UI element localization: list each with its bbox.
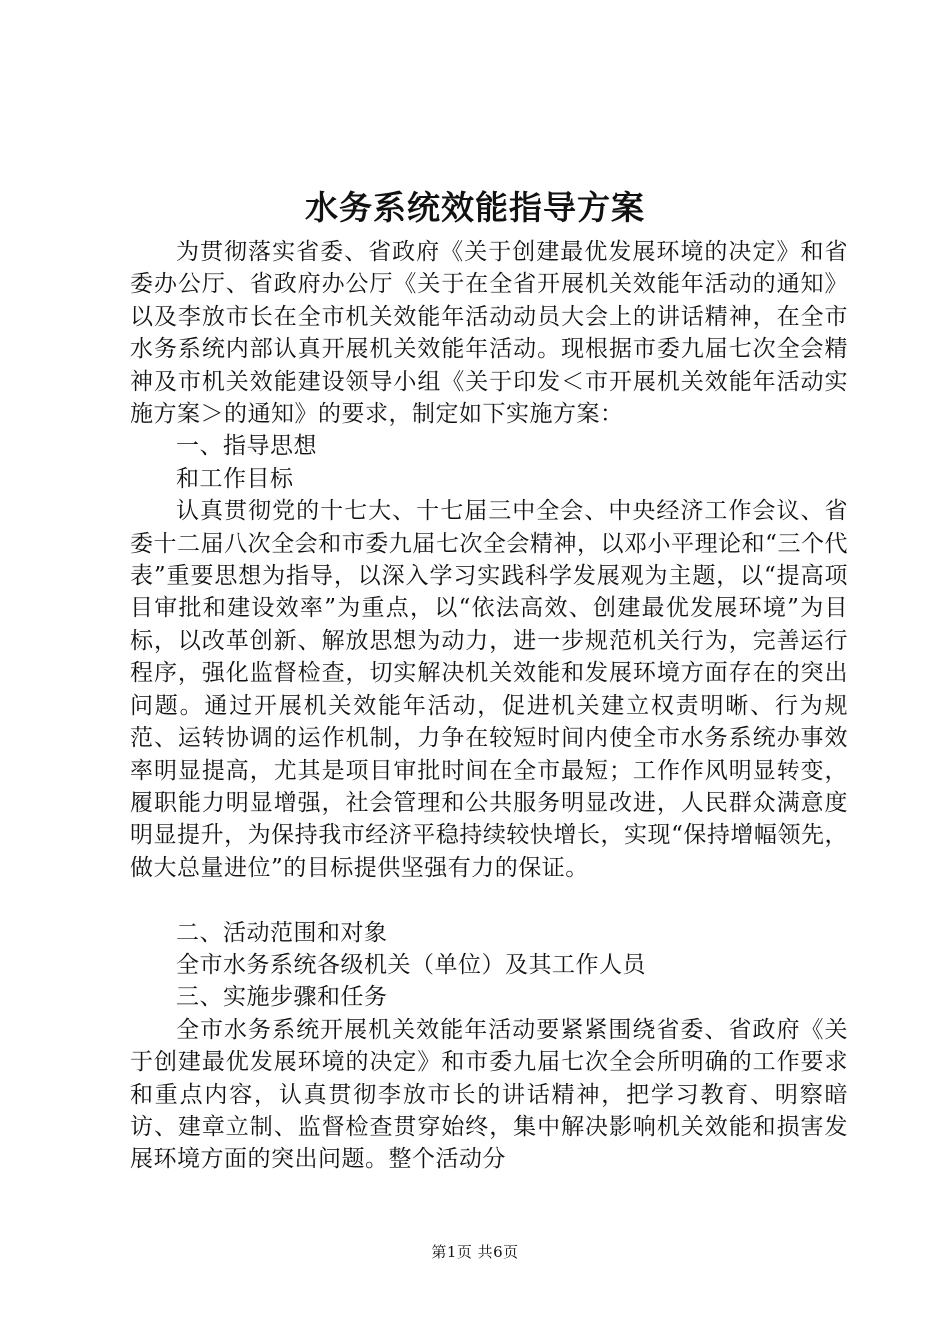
- steps-paragraph: 全市水务系统开展机关效能年活动要紧紧围绕省委、省政府《关于创建最优发展环境的决定》和市委九届七次全会所明确的工作要求和重点内容，认真贯彻李放市长的讲话精神，把学习教育、明察暗访、建章立制、监督检查贯穿始终，集中解决影响机关效能和损害发展环境方面的突出问题。整个活动分: [130, 1016, 848, 1173]
- goals-paragraph: 认真贯彻党的十七大、十七届三中全会、中央经济工作会议、省委十二届八次全会和市委九届七次全会精神，以邓小平理论和“三个代表”重要思想为指导，以深入学习实践科学发展观为主题，以“提高项目审批和建设效率”为重点，以“依法高效、创建最优发展环境”为目标，以改革创新、解放思想为动力，进一步规范机关行为，完善运行程序，强化监督检查，切实解决机关效能和发展环境方面存在的突出问题。通过开展机关效能年活动，促进机关建立权责明晰、行为规范、运转协调的运作机制，力争在较短时间内使全市水务系统办事效率明显提高，尤其是项目审批时间在全市最短；工作作风明显转变，履职能力明显增强，社会管理和公共服务明显改进，人民群众满意度明显提升，为保持我市经济平稳持续较快增长，实现“保持增幅领先，做大总量进位”的目标提供坚强有力的保证。: [130, 498, 848, 881]
- intro-paragraph: 为贯彻落实省委、省政府《关于创建最优发展环境的决定》和省委办公厅、省政府办公厅《关于在全省开展机关效能年活动的通知》以及李放市长在全市机关效能年活动动员大会上的讲话精神，在全市水务系统内部认真开展机关效能年活动。现根据市委九届七次全会精神及市机关效能建设领导小组《关于印发＜市开展机关效能年活动实施方案＞的通知》的要求，制定如下实施方案：: [130, 239, 848, 428]
- section-heading-guiding-ideology: 一、指导思想: [176, 433, 317, 460]
- document-body: [130, 236, 848, 1176]
- scope-paragraph: 全市水务系统各级机关（单位）及其工作人员: [176, 951, 646, 978]
- page-number-footer: 第1页 共6页: [431, 1243, 519, 1261]
- section-heading-scope: 二、活动范围和对象: [176, 919, 388, 946]
- document-title: 水务系统效能指导方案: [305, 188, 645, 227]
- section-heading-guiding-ideology-continued: 和工作目标: [176, 465, 294, 492]
- blank-line: [130, 884, 848, 916]
- section-heading-steps: 三、实施步骤和任务: [176, 984, 388, 1011]
